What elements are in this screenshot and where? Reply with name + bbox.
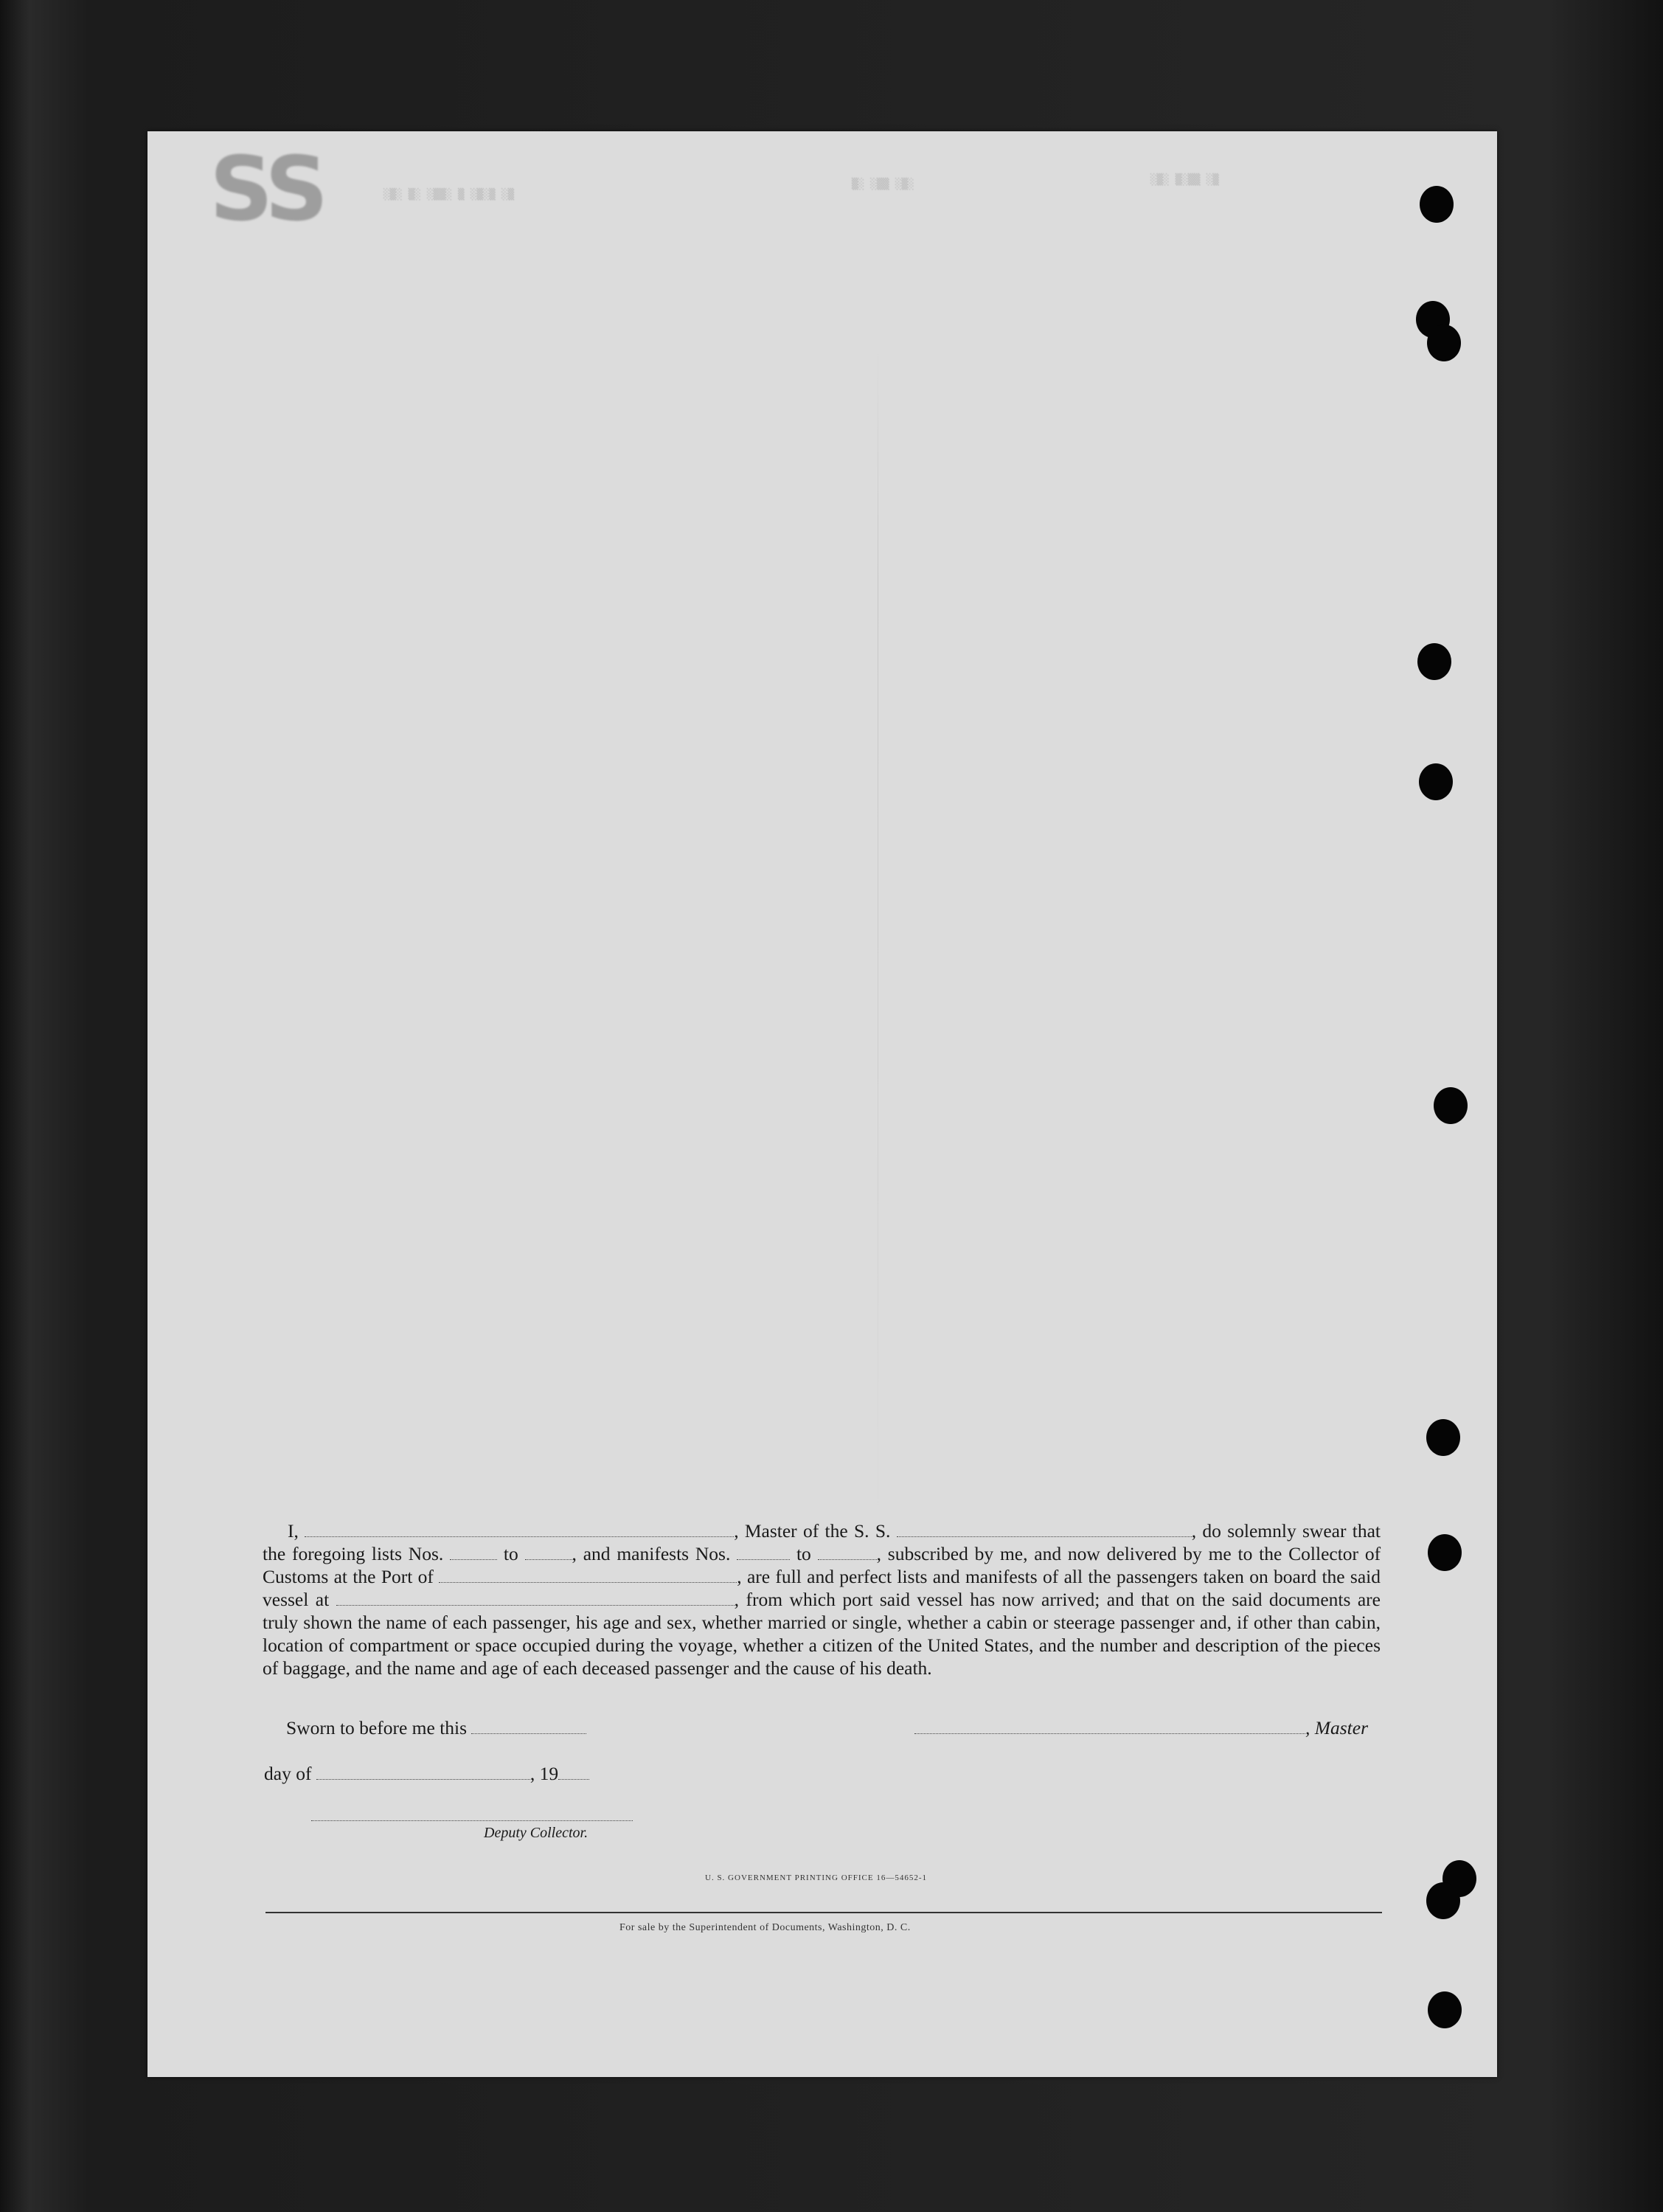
punch-hole bbox=[1428, 1534, 1462, 1571]
month-field[interactable] bbox=[316, 1764, 530, 1780]
vessel-name-field[interactable] bbox=[897, 1522, 1192, 1537]
sworn-day-field[interactable] bbox=[471, 1719, 586, 1734]
faint-bleed-text: ▒░ ░▒▒ ░▒░ bbox=[852, 178, 914, 190]
punch-hole bbox=[1427, 325, 1461, 361]
oath-text: , Master of the S. S. bbox=[734, 1520, 891, 1542]
master-name-field[interactable] bbox=[305, 1522, 734, 1537]
deputy-label: Deputy Collector. bbox=[484, 1825, 589, 1841]
master-oath bbox=[263, 1519, 1381, 1679]
year-field[interactable] bbox=[558, 1764, 589, 1780]
punch-hole bbox=[1434, 1087, 1468, 1124]
deputy-signature-field[interactable] bbox=[311, 1806, 633, 1821]
faint-bleed-text: ░▒░ ▒░ ░▒▒░ ▒ ░▒░▒ ░▒ bbox=[383, 189, 515, 201]
faint-bleed-text: ░▒░ ▒░▒▒ ░▒ bbox=[1150, 174, 1219, 186]
printing-office-imprint: U. S. GOVERNMENT PRINTING OFFICE 16—54652-1 bbox=[705, 1873, 928, 1882]
punch-hole bbox=[1419, 763, 1453, 800]
oath-text: to bbox=[796, 1543, 811, 1564]
punch-hole bbox=[1428, 1991, 1462, 2028]
day-of-label: day of bbox=[264, 1763, 312, 1784]
punch-hole bbox=[1426, 1882, 1460, 1919]
year-label: , 19 bbox=[530, 1763, 559, 1784]
manifests-to-field[interactable] bbox=[818, 1544, 877, 1560]
date-line bbox=[264, 1763, 589, 1785]
lists-to-field[interactable] bbox=[525, 1544, 572, 1560]
oath-text: , from which port said vessel has now arrived; and that on the said documents are truly shown the name of each passenger, his age and sex, whether married or single, whether a cabin or steerage passenger and, if other than cabin, location of compartment or space occupied during the voyage, whether a citizen of the United States, and the number and description of the pieces of baggage, and the name and age of each deceased passenger and the cause of his death. bbox=[263, 1589, 1381, 1679]
master-signature-field[interactable] bbox=[914, 1719, 1305, 1734]
footer-rule bbox=[265, 1912, 1382, 1913]
sworn-label: Sworn to before me this bbox=[286, 1717, 468, 1738]
oath-text: I, bbox=[288, 1520, 299, 1542]
punch-hole bbox=[1417, 643, 1451, 680]
port-of-departure-field[interactable] bbox=[336, 1590, 735, 1606]
punch-hole bbox=[1420, 186, 1454, 223]
oath-text: , and manifests Nos. bbox=[572, 1543, 731, 1564]
master-signature-line bbox=[914, 1717, 1368, 1739]
port-of-arrival-field[interactable] bbox=[439, 1567, 737, 1583]
page-stamp: SS bbox=[209, 139, 324, 241]
master-label: , Master bbox=[1305, 1717, 1368, 1738]
deputy-signature-line bbox=[311, 1804, 633, 1826]
lists-from-field[interactable] bbox=[450, 1544, 497, 1560]
oath-text: , subscribed by me, and now delivered by me to the Collector of Customs at the Port of bbox=[263, 1543, 1381, 1587]
manifest-page bbox=[147, 131, 1497, 2077]
oath-text: , are full and perfect lists and manifests of all the passengers taken on board the said vessel at bbox=[263, 1566, 1381, 1610]
oath-text: , do solemnly swear that the foregoing lists Nos. bbox=[263, 1520, 1381, 1564]
manifests-from-field[interactable] bbox=[737, 1544, 790, 1560]
punch-hole bbox=[1426, 1419, 1460, 1456]
sworn-line bbox=[286, 1717, 586, 1739]
oath-text: to bbox=[503, 1543, 518, 1564]
for-sale-note: For sale by the Superintendent of Documents, Washington, D. C. bbox=[619, 1922, 911, 1933]
